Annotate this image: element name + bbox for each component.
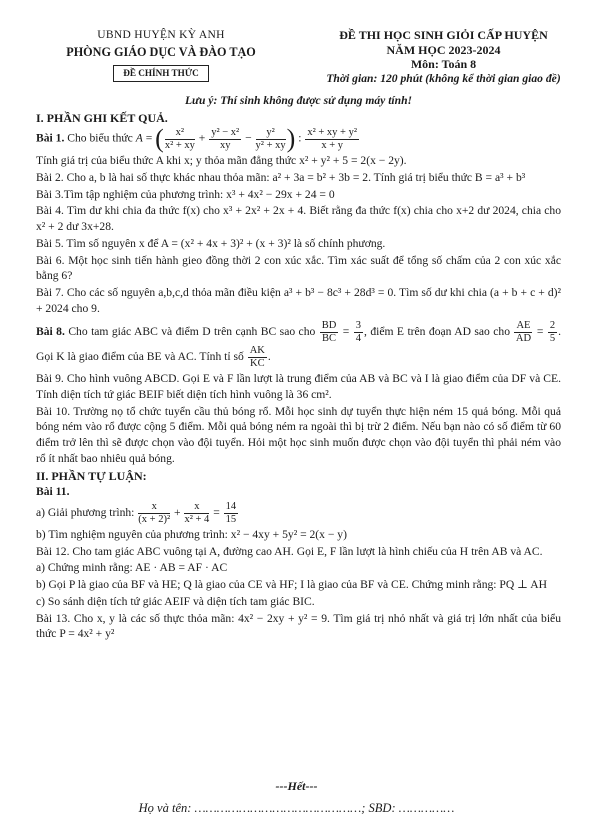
end-marker: ---Hết--- (275, 779, 318, 793)
subject: Môn: Toán 8 (410, 57, 477, 72)
problem-1: Bài 1. Cho biểu thức A = ( $\frac{\text{x²}}{\text{x² + xy}}$ + $\frac{\text{y² − x²}}{xy}$ − $\frac{\text{y²}}{\text{y² + xy}}$ ) : $\frac{\text{x² + xy + y²}}{x + y}$ (36, 124, 357, 154)
problem-8: Bài 8. Cho tam giác ABC và điểm D trên cạnh BC sao cho $\frac{BD}{BC}$ = $\frac{3}{4}$ , điểm E trên đoạn AD sao cho $\frac{AE}{AD}$ = $\frac{2}{5}$ . Gọi K là giao điểm của BE và AC. Tính tỉ số $\frac{AK}{KC}$ . (36, 319, 562, 369)
problem-11-label: Bài 11. (36, 484, 70, 498)
problem-10: Bài 10. Trường nọ tổ chức tuyển cầu thủ bóng rổ. Mỗi học sinh dự tuyển thực hiện ném 15 quả bóng. Mỗi quả bóng ném vào rổ được cộng 5 điểm. Mỗi quả bóng ném ra ngoài thì bị trừ 2 điểm. Nếu bạn nào có số điểm từ 60 điểm trở lên thì sẽ được chọn vào đội tuyển. Hỏi một học sinh muốn được chọn vào đội tuyển thì phải ném vào rổ ít nhất bao nhiêu quả bóng. (36, 404, 561, 465)
problem-4: Bài 4. Tìm dư khi chia đa thức f(x) cho x³ + 2x² + 2x + 4. Biết rằng đa thức f(x) chia cho x+2 dư 2024, chia cho x² + 2 dư 3x+28. (36, 204, 561, 234)
official-badge: ĐỀ CHÍNH THỨC (113, 65, 209, 82)
problem-12-intro: Bài 12. Cho tam giác ABC vuông tại A, đường cao AH. Gọi E, F lần lượt là hình chiếu của H trên AB và AC. (36, 544, 543, 558)
problem-11a-text: a) Giải phương trình: (36, 505, 135, 519)
exam-title: ĐỀ THI HỌC SINH GIỎI CẤP HUYỆN (339, 28, 548, 42)
problem-1-task: Tính giá trị của biểu thức A khi x; y thỏa mãn đẳng thức x² + y² + 5 = 2(x − 2y). (36, 154, 407, 168)
problem-5: Bài 5. Tìm số nguyên x để A = (x² + 4x + 3)² + (x + 3)² là số chính phương. (36, 236, 386, 250)
section-2-heading: II. PHẦN TỰ LUẬN: (36, 468, 147, 483)
time-limit: Thời gian: 120 phút (không kể thời gian giao đề) (326, 71, 561, 85)
problem-8-text-c: . Gọi K là giao điểm của BE và AC. Tính tỉ số (36, 324, 562, 364)
department-name: PHÒNG GIÁO DỤC VÀ ĐÀO TẠO (66, 44, 256, 59)
exam-footer (0, 778, 593, 817)
problem-6: Bài 6. Một học sinh tiến hành gieo đồng thời 2 con xúc xắc. Tìm xác suất để tổng số chấm của 2 con xúc xắc bằng 6? (36, 253, 561, 283)
problem-13: Bài 13. Cho x, y là các số thực thỏa mãn: 4x² − 2xy + y² = 9. Tìm giá trị nhỏ nhất và giá trị lớn nhất của biểu thức P = 4x² + y² (36, 611, 561, 641)
problem-8-text-a: Cho tam giác ABC và điểm D trên cạnh BC sao cho (68, 324, 316, 338)
problem-11b: b) Tìm nghiệm nguyên của phương trình: x² − 4xy + 5y² = 2(x − y) (36, 527, 347, 541)
problem-8-label: Bài 8. (36, 324, 65, 338)
problem-12b: b) Gọi P là giao của BF và HE; Q là giao của CE và HF; I là giao của BF và CE. Chứng minh rằng: PQ ⊥ AH (36, 578, 548, 592)
problem-7: Bài 7. Cho các số nguyên a,b,c,d thỏa mãn điều kiện a³ + b³ − 8c³ + 28d³ = 0. Tìm số dư khi chia (a + b + c + d)² + 2024 cho 9. (36, 286, 561, 315)
problem-8-text-b: , điểm E trên đoạn AD sao cho (364, 324, 511, 338)
school-year: NĂM HỌC 2023-2024 (386, 42, 501, 57)
problem-9: Bài 9. Cho hình vuông ABCD. Gọi E và F lần lượt là trung điểm của AB và BC và I là giao điểm của DF và CE. Tính diện tích tứ giác BEIF biết diện tích hình vuông là 36 cm². (36, 371, 561, 401)
section-1-heading: I. PHẦN GHI KẾT QUẢ. (36, 110, 168, 125)
problem-12c: c) So sánh diện tích tứ giác AEIF và diện tích tam giác BIC. (36, 594, 315, 608)
candidate-info-line: Họ và tên: ………………………………………; SBD: …………… (138, 801, 455, 816)
problem-3: Bài 3.Tìm tập nghiệm của phương trình: x³ + 4x² − 29x + 24 = 0 (36, 187, 335, 201)
exam-note: Lưu ý: Thí sinh không được sử dụng máy tính! (184, 94, 413, 107)
header-left (36, 28, 286, 82)
problem-12a: a) Chứng minh rằng: AE · AB = AF · AC (36, 561, 228, 575)
district-name: UBND HUYỆN KỲ ANH (97, 29, 225, 41)
problem-2: Bài 2. Cho a, b là hai số thực khác nhau thỏa mãn: a² + 3a = b² + 3b = 2. Tính giá trị biểu thức B = a³ + b³ (36, 170, 526, 184)
problem-1-label: Bài 1. (36, 131, 65, 145)
problem-11a: a) Giải phương trình: $\frac{x}{\text{(x + 2)²}}$ + $\frac{x}{\text{x² + 4}}$ = $\frac{14}{15}$ (36, 500, 237, 525)
exam-header (36, 0, 561, 93)
header-right (291, 28, 593, 86)
